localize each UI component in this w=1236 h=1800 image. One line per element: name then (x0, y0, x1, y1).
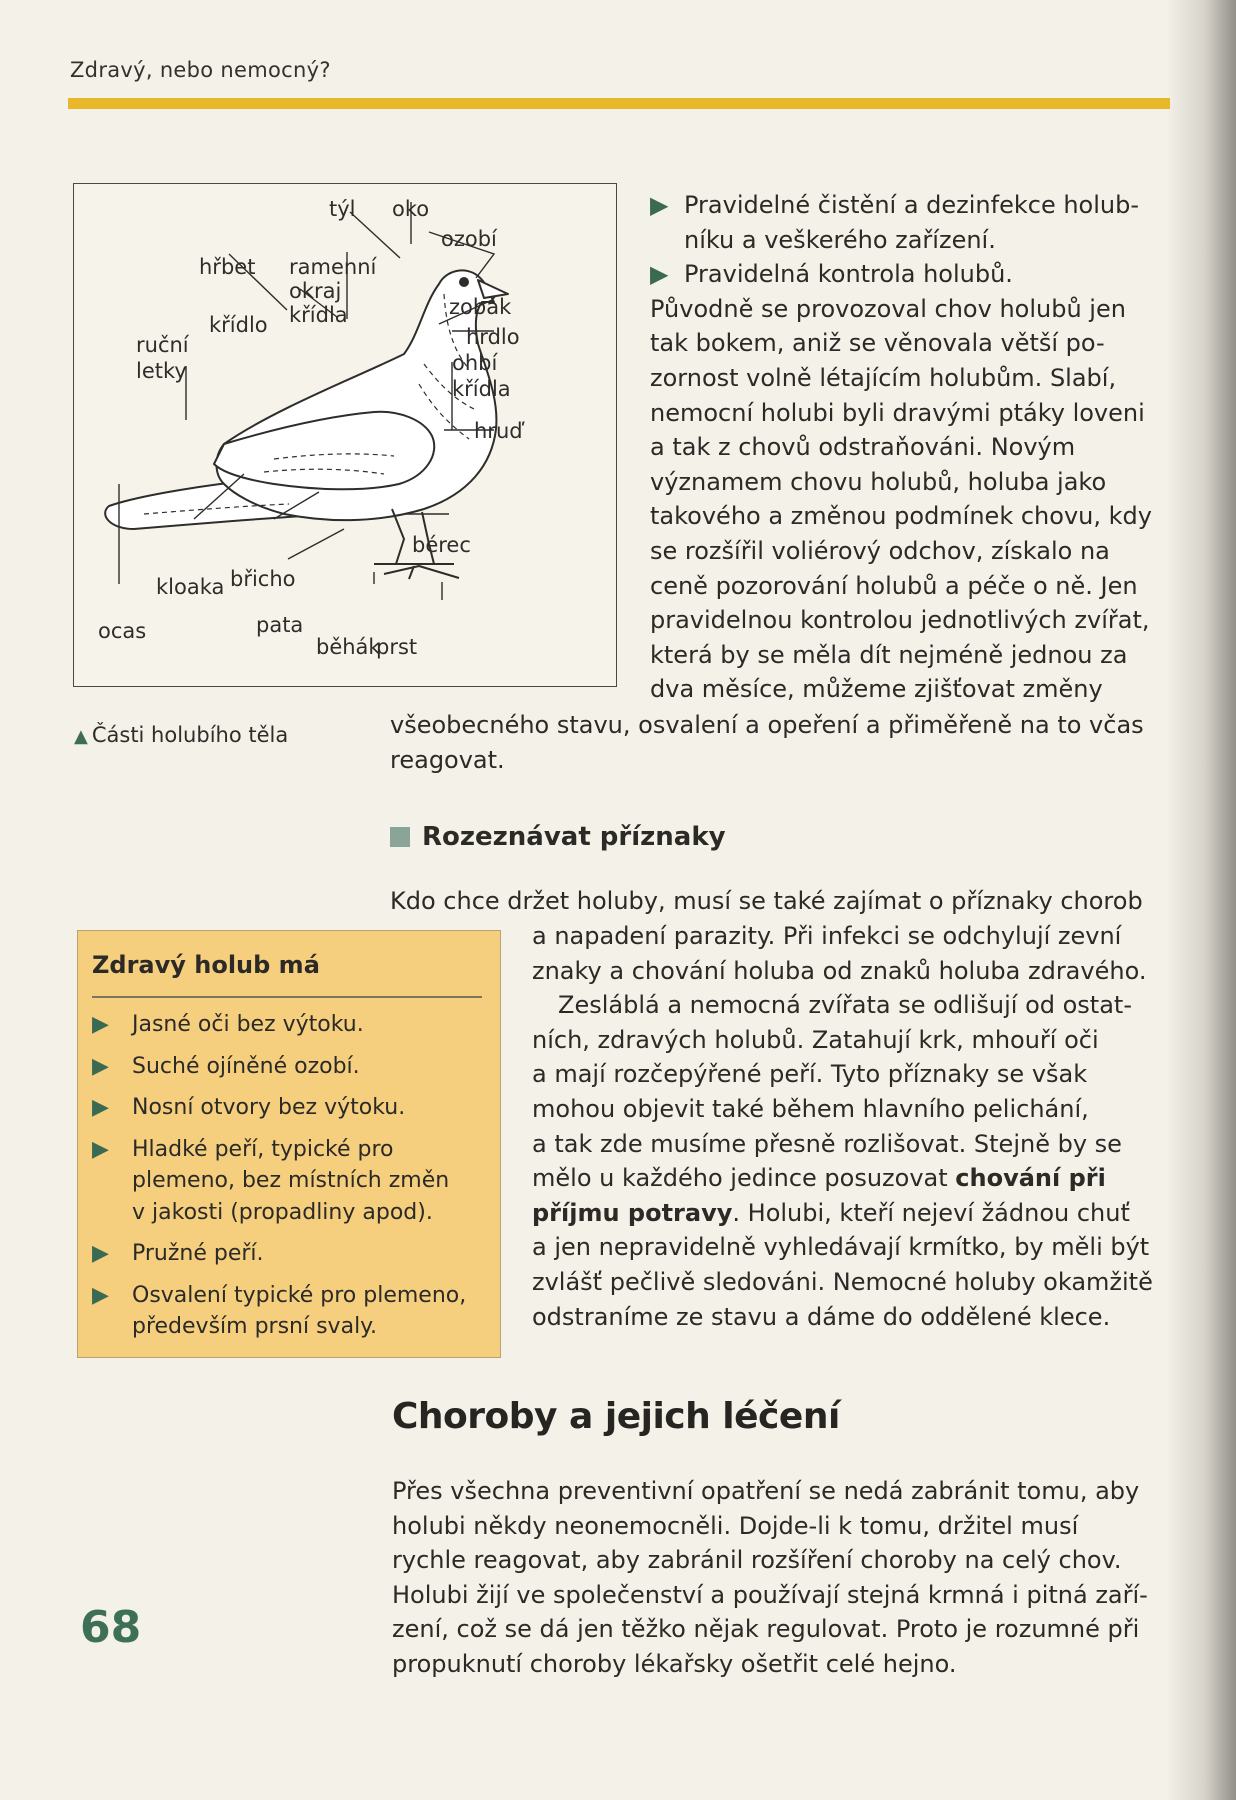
page-number: 68 (80, 1602, 142, 1653)
text-line: ních, zdravých holubů. Zatahují krk, mhouří oči (532, 1025, 1099, 1054)
running-head: Zdravý, nebo nemocný? (70, 58, 331, 82)
diagram-label-ohbi: ohbí (452, 351, 498, 375)
diagram-label-kridlo: křídlo (209, 313, 268, 337)
text-line: Původně se provozoval chov holubů jen (650, 294, 1126, 323)
triangle-up-icon: ▲ (74, 726, 88, 747)
text-line: a napadení parazity. Při infekci se odchylují zevní (532, 922, 1122, 950)
list-item-text: Pružné peří. (132, 1241, 264, 1266)
diagram-label-berec: bérec (412, 533, 471, 557)
diagram-label-zobak: zobák (449, 295, 512, 319)
triangle-right-icon: ▶ (92, 1012, 109, 1037)
box-title: Zdravý holub má (92, 951, 320, 979)
diagram-label-oko: oko (392, 197, 430, 221)
text-line: . Holubi, kteří nejeví žádnou chuť (732, 1198, 1130, 1227)
diagram-label-bricho: břicho (230, 567, 296, 591)
text-line: tak bokem, aniž se věnovala větší po- (650, 329, 1105, 358)
bullet-control (650, 257, 1170, 292)
text-line: zornost volně létajícím holubům. Slabí, (650, 363, 1117, 392)
text-line: významem chovu holubů, holuba jako (650, 467, 1107, 496)
text-line: Přes všechna preventivní opatření se nedá zabránit tomu, aby (392, 1477, 1140, 1505)
text-line: takového a změnou podmínek chovu, kdy (650, 502, 1152, 531)
text-line: zvlášť pečlivě sledováni. Nemocné holuby okamžitě (532, 1267, 1153, 1296)
text-line: Zesláblá a nemocná zvířata se odlišují od ostat- (558, 991, 1132, 1020)
list-item (92, 1280, 492, 1343)
text-line: a jen nepravidelně vyhledávají krmítko, by měli být (532, 1233, 1150, 1262)
text-line: a tak z chovů odstraňováni. Novým (650, 433, 1076, 462)
text-line: se rozšířil voliérový odchov, získalo na (650, 536, 1110, 565)
list-item-text: v jakosti (propadliny apod). (132, 1199, 433, 1225)
text-line: znaky a chování holuba od znaků holuba zdravého. (532, 956, 1147, 985)
text-line: mělo u každého jedince posuzovat (532, 1164, 956, 1193)
triangle-right-icon: ▶ (92, 1095, 109, 1120)
box-divider (92, 996, 482, 998)
text-line: mohou objevit také během hlavního pelichání, (532, 1094, 1089, 1123)
chapter-paragraph (392, 1474, 1192, 1682)
text-line: holubi někdy neonemocněli. Dojde-li k tomu, držitel musí (392, 1511, 1079, 1540)
diagram-label-rucni: ruční (136, 333, 189, 357)
section-heading-text: Rozeznávat příznaky (422, 822, 726, 852)
text-line: a tak zde musíme přesně rozlišovat. Stejně by se (532, 1129, 1122, 1158)
diagram-label-letky: letky (136, 359, 187, 383)
bullet-line: Pravidelné čistění a dezinfekce holub- (684, 191, 1140, 219)
triangle-right-icon: ▶ (92, 1241, 109, 1266)
diagram-label-okraj: okraj (289, 279, 342, 303)
triangle-right-icon: ▶ (92, 1136, 109, 1162)
list-item (92, 1134, 492, 1229)
paragraph-intro-continued (390, 708, 1180, 777)
bullet-line: níku a veškerého zařízení. (684, 225, 996, 254)
symptoms-first-line: Kdo chce držet holuby, musí se také zajímat o příznaky chorob (390, 887, 1143, 915)
list-item (92, 1092, 492, 1124)
diagram-label-tyl: týl (329, 197, 356, 221)
square-icon (390, 827, 410, 847)
diagram-caption-text: Části holubího těla (91, 723, 289, 747)
text-line: která by se měla dít nejméně jednou za (650, 640, 1128, 669)
diagram-label-prst: prst (376, 635, 418, 659)
list-item-text: Nosní otvory bez výtoku. (132, 1095, 406, 1120)
diagram-caption (74, 723, 288, 747)
bullet-cleaning (650, 188, 1170, 257)
list-item (92, 1238, 492, 1270)
diagram-label-kridla-2: křídla (452, 377, 511, 401)
diagram-label-hrdlo: hrdlo (466, 325, 520, 349)
emphasis-text: příjmu potravy (532, 1198, 733, 1227)
triangle-right-icon: ▶ (92, 1053, 109, 1079)
symptoms-paragraph (532, 919, 1182, 1334)
diagram-label-hrbet: hřbet (199, 255, 256, 279)
healthy-signs-list (92, 1009, 492, 1353)
text-line: Holubi žijí ve společenství a používají stejná krmná i pitná zaří- (392, 1580, 1148, 1609)
section-heading (390, 822, 726, 852)
list-item (92, 1051, 492, 1083)
emphasis-text: chování při (955, 1164, 1106, 1193)
text-line: rychle reagovat, aby zabránil rozšíření choroby na celý chov. (392, 1546, 1122, 1575)
list-item-text: především prsní svaly. (132, 1314, 378, 1339)
chapter-title: Choroby a jejich léčení (392, 1396, 840, 1437)
text-line: propuknutí choroby lékařsky ošetřit celé hejno. (392, 1649, 957, 1678)
diagram-label-kloaka: kloaka (156, 575, 225, 599)
text-line: zení, což se dá jen těžko nějak regulovat. Proto je rozumné při (392, 1615, 1140, 1644)
diagram-label-ramenni: ramenní (289, 255, 377, 279)
text-line: ceně pozorování holubů a péče o ně. Jen (650, 571, 1138, 600)
text-line: odstraníme ze stavu a dáme do oddělené klece. (532, 1302, 1111, 1331)
diagram-label-pata: pata (256, 613, 304, 637)
triangle-right-icon: ▶ (650, 260, 669, 289)
triangle-right-icon: ▶ (92, 1282, 109, 1308)
list-item-text: Hladké peří, typické pro (132, 1136, 394, 1162)
text-line: všeobecného stavu, osvalení a opeření a přiměřeně na to včas (390, 711, 1144, 739)
triangle-right-icon: ▶ (650, 191, 669, 219)
text-line: nemocní holubi byli dravými ptáky loveni (650, 398, 1145, 427)
list-item (92, 1009, 492, 1041)
text-line: reagovat. (390, 745, 505, 774)
list-item-text: plemeno, bez místních změn (132, 1168, 450, 1193)
diagram-label-ocas: ocas (98, 619, 147, 643)
pigeon-diagram (73, 183, 617, 687)
healthy-pigeon-box (77, 930, 501, 1358)
text-line: dva měsíce, můžeme zjišťovat změny (650, 675, 1103, 704)
right-column-text (650, 188, 1170, 707)
bullet-line: Pravidelná kontrola holubů. (684, 260, 1013, 289)
diagram-label-hrud: hruď (474, 419, 523, 443)
text-line: a mají rozčepýřené peří. Tyto příznaky se však (532, 1060, 1088, 1089)
diagram-label-ozobi: ozobí (441, 227, 497, 251)
text-line: pravidelnou kontrolou jednotlivých zvířat, (650, 606, 1150, 635)
diagram-label-kridla-1: křídla (289, 303, 348, 327)
list-item-text: Jasné oči bez výtoku. (132, 1012, 364, 1037)
diagram-label-behak: běhák (316, 635, 381, 659)
paragraph-intro (650, 292, 1170, 707)
header-rule (68, 98, 1170, 109)
list-item-text: Suché ojíněné ozobí. (132, 1053, 360, 1079)
list-item-text: Osvalení typické pro plemeno, (132, 1282, 467, 1308)
